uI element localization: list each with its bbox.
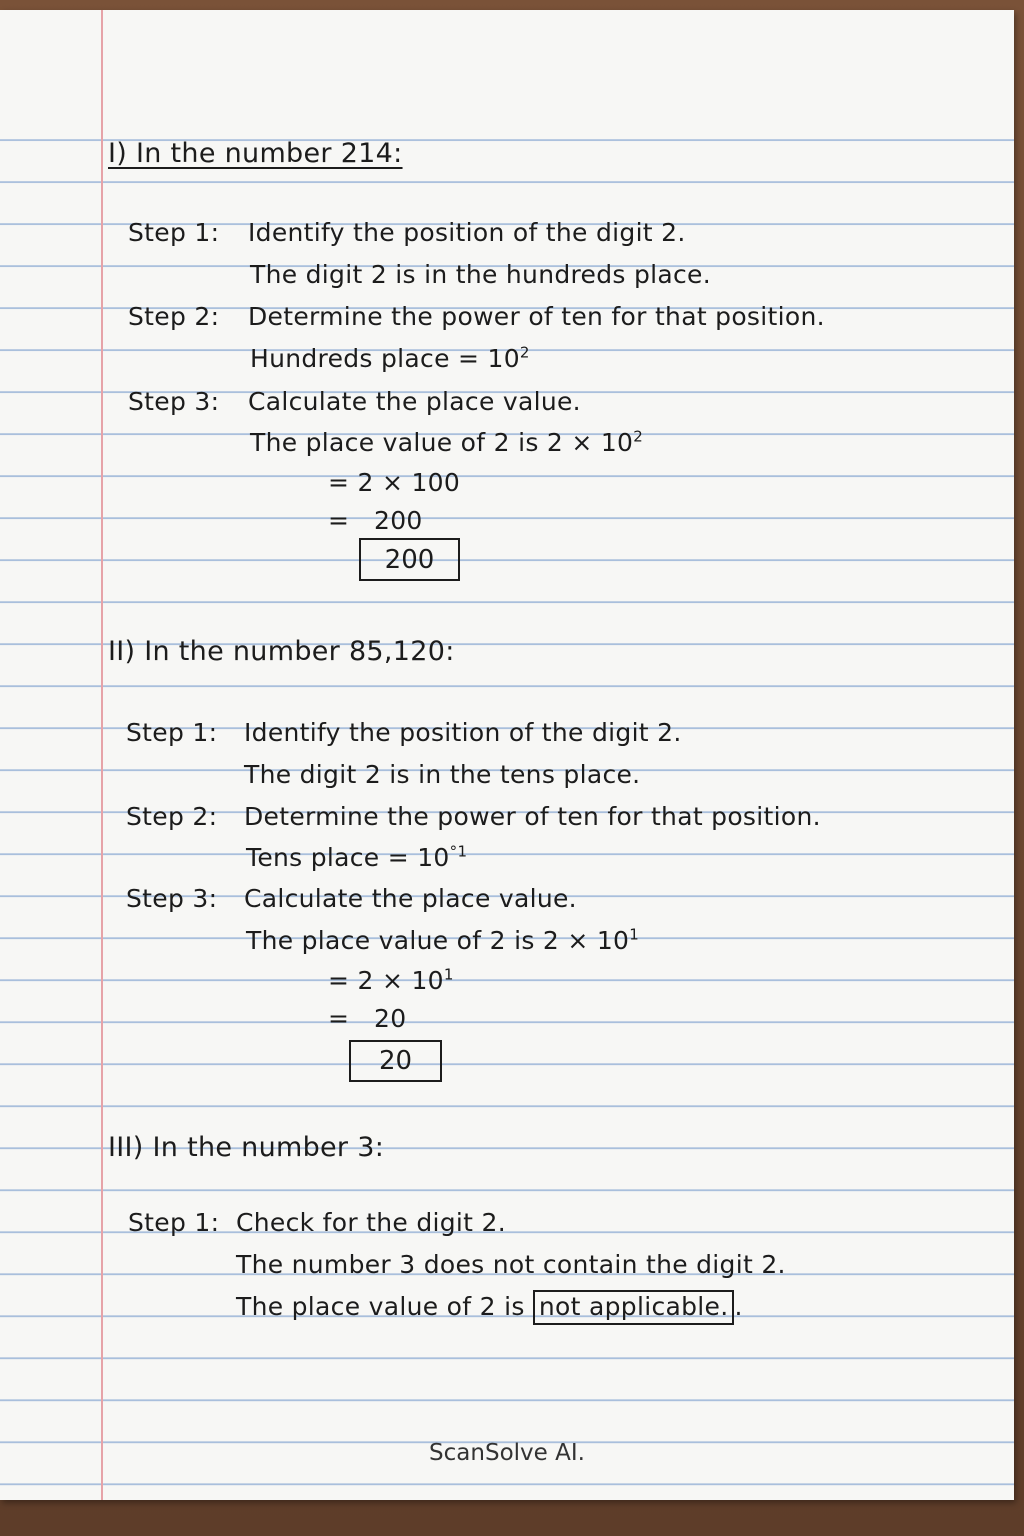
section-1-step-2-detail <box>250 344 530 373</box>
section-3-step-1-label: Step 1: <box>128 1208 220 1237</box>
section-2-step-1-detail: The digit 2 is in the tens place. <box>244 760 641 789</box>
section-2-step-3-text: Calculate the place value. <box>244 884 577 913</box>
section-1-power-base: Hundreds place = 10 <box>250 344 520 373</box>
section-2-calc-exponent: 1 <box>443 965 454 984</box>
section-2-answer-box: 20 <box>349 1040 442 1082</box>
section-2-heading: II) In the number 85,120: <box>108 636 455 667</box>
section-2-step-2-detail <box>246 843 467 872</box>
section-1-step-1-label: Step 1: <box>128 218 220 247</box>
section-1-step-2-label: Step 2: <box>128 302 220 331</box>
section-2-calc-line-1 <box>328 966 454 995</box>
section-2-step-3-label: Step 3: <box>126 884 218 913</box>
section-1-step-1-text: Identify the position of the digit 2. <box>248 218 686 247</box>
section-3-answer-box: not applicable. <box>533 1290 735 1325</box>
section-1-step-3-text: Calculate the place value. <box>248 387 581 416</box>
lined-paper <box>0 10 1014 1500</box>
section-1-power-exponent: 2 <box>519 343 530 362</box>
section-3-heading: III) In the number 3: <box>108 1132 385 1163</box>
section-3-detail-2 <box>236 1292 743 1321</box>
section-2-power-base: Tens place = 10 <box>246 843 450 872</box>
section-3-detail-1: The number 3 does not contain the digit 2. <box>236 1250 786 1279</box>
section-1-value-exponent: 2 <box>633 427 644 446</box>
section-3-step-1-text: Check for the digit 2. <box>236 1208 506 1237</box>
section-3-detail-2-text: The place value of 2 is <box>236 1292 525 1321</box>
section-2-step-3-detail <box>246 926 639 955</box>
section-1-step-2-text: Determine the power of ten for that position. <box>248 302 825 331</box>
scansolve-brand: ScanSolve AI. <box>429 1440 585 1466</box>
section-1-answer-box: 200 <box>359 538 460 581</box>
section-1-step-3-label: Step 3: <box>128 387 220 416</box>
section-2-power-exponent: °1 <box>449 842 468 861</box>
section-2-calc-base: = 2 × 10 <box>328 966 444 995</box>
section-1-calc-line-2: = 200 <box>328 506 423 535</box>
section-1-step-3-detail <box>250 428 643 457</box>
section-3-detail-2-period: . <box>734 1292 743 1321</box>
section-2-step-1-text: Identify the position of the digit 2. <box>244 718 682 747</box>
section-1-step-1-detail: The digit 2 is in the hundreds place. <box>250 260 711 289</box>
section-2-step-2-text: Determine the power of ten for that position. <box>244 802 821 831</box>
section-1-heading: I) In the number 214: <box>108 138 403 169</box>
section-1-calc-line-1: = 2 × 100 <box>328 468 461 497</box>
section-2-value-exponent: 1 <box>629 925 640 944</box>
section-2-step-1-label: Step 1: <box>126 718 218 747</box>
section-1-value-expression: The place value of 2 is 2 × 10 <box>250 428 634 457</box>
section-2-calc-line-2: = 20 <box>328 1004 407 1033</box>
section-2-step-2-label: Step 2: <box>126 802 218 831</box>
margin-line <box>101 10 103 1500</box>
section-2-value-expression: The place value of 2 is 2 × 10 <box>246 926 630 955</box>
